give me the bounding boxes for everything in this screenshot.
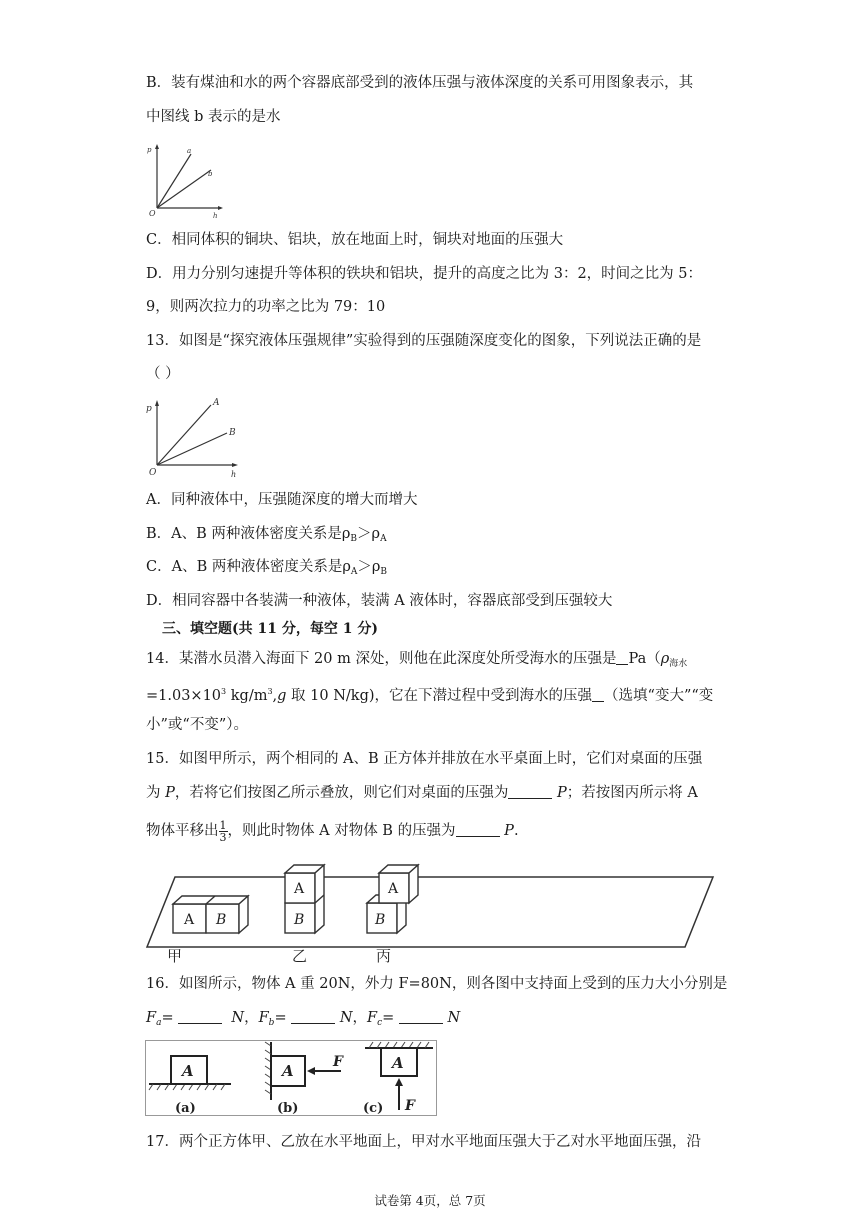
q17-line1: 17．两个正方体甲、乙放在水平地面上，甲对水平地面压强大于乙对水平地面压强，沿 (146, 1134, 701, 1150)
graph-line-b-label: B (229, 428, 236, 438)
q12-option-d-line1: D．用力分别匀速提升等体积的铁块和铝块，提升的高度之比为 3：2，时间之比为 5： (146, 266, 703, 282)
q14-blank2[interactable] (592, 687, 604, 702)
q13-stem-line1: 13．如图是“探究液体压强规律”实验得到的压强随深度变化的图象，下列说法正确的是 (146, 333, 702, 349)
page-footer: 试卷第 4页，总 7页 (374, 1193, 486, 1208)
force-f-label: F (405, 1098, 415, 1114)
cube-a-label: A (184, 912, 195, 928)
q15-line3: 物体平移出 $\frac{1}{3}$ ，则此时物体 A 对物体 B 的压强为 P. (146, 819, 519, 844)
q13-option-c: C．A、B 两种液体密度关系是$\rho_A>\rho_B$ (146, 559, 388, 577)
fraction-one-third: $\frac{1}{3}$ (219, 819, 227, 844)
caption-b: (b) (277, 1101, 299, 1116)
q16-blank-c[interactable] (399, 1009, 443, 1024)
graph-y-label: p (147, 146, 152, 154)
q16-blank-a[interactable] (178, 1009, 222, 1024)
q14-line2: $=1.03\times 10^3$ $kg/m^3,g$ 取 10 N/kg)，它在下潜过程中受到海水的压强 （选填“变大”“变 (146, 687, 714, 704)
caption-bing: 丙 (376, 947, 392, 963)
cube-a-label: A (388, 881, 399, 897)
q13-pressure-depth-graph (145, 395, 241, 477)
q15-blank2[interactable] (456, 822, 500, 837)
block-a-label: A (392, 1054, 404, 1072)
block-a-label: A (282, 1062, 294, 1080)
caption-jia: 甲 (167, 947, 183, 963)
caption-a: (a) (175, 1101, 196, 1116)
q12-option-c: C．相同体积的铜块、铝块，放在地面上时，铜块对地面的压强大 (146, 232, 564, 248)
q15-line2: 为 P，若将它们按图乙所示叠放，则它们对桌面的压强为 P；若按图丙所示将 A (146, 785, 698, 801)
q12-option-b-line2: 中图线 b 表示的是水 (146, 109, 281, 125)
q13-option-d: D．相同容器中各装满一种液体，装满 A 液体时，容器底部受到压强较大 (146, 593, 613, 609)
cube-a-label: A (294, 881, 305, 897)
q16-line1: 16．如图所示，物体 A 重 20N，外力 F=80N，则各图中支持面上受到的压力大小分别是 (146, 976, 728, 992)
q13-stem-line2: （ ） (146, 366, 180, 382)
force-f-label: F (333, 1054, 343, 1070)
q12-option-b-line1: B．装有煤油和水的两个容器底部受到的液体压强与液体深度的关系可用图象表示，其 (146, 75, 694, 91)
graph-x-label: h (231, 470, 237, 477)
section-heading: 三、填空题(共 11 分，每空 1 分) (162, 621, 378, 637)
q12-option-d-line2: 9，则两次拉力的功率之比为 79：10 (146, 299, 386, 315)
graph-x-label: h (213, 212, 218, 220)
q15-stacked-cubes-figure (145, 855, 715, 963)
block-a-label: A (182, 1062, 194, 1080)
q16-blank-b[interactable] (291, 1009, 335, 1024)
cube-b-label: B (216, 912, 227, 928)
graph-y-label: p (146, 404, 152, 414)
q13-option-b: B．A、B 两种液体密度关系是$\rho_B>\rho_A$ (146, 526, 387, 544)
q14-blank1[interactable] (616, 650, 628, 665)
q12-pressure-depth-graph (145, 140, 225, 220)
q15-blank1[interactable] (508, 784, 552, 799)
q16-force-figure (145, 1040, 437, 1116)
q14-line1: 14．某潜水员潜入海面下 20 m 深处，则他在此深度处所受海水的压强是 $Pa(\rho_{海水}$ (146, 651, 688, 669)
q15-line1: 15．如图甲所示，两个相同的 A、B 正方体并排放在水平桌面上时，它们对桌面的压强 (146, 751, 703, 767)
graph-origin-label: O (149, 209, 156, 218)
q13-option-a: A．同种液体中，压强随深度的增大而增大 (146, 492, 418, 508)
graph-origin-label: O (149, 468, 157, 477)
graph-line-a-label: a (187, 147, 192, 155)
caption-yi: 乙 (292, 947, 308, 963)
cube-b-label: B (375, 912, 386, 928)
caption-c: (c) (363, 1101, 384, 1116)
cube-b-label: B (294, 912, 305, 928)
q14-line3: 小”或“不变”）。 (146, 717, 248, 733)
q16-line2: $F_a=$ N，$F_b= N$，$F_c= N$ (146, 1010, 461, 1028)
graph-line-b-label: b (208, 170, 213, 178)
graph-line-a-label: A (213, 398, 220, 408)
